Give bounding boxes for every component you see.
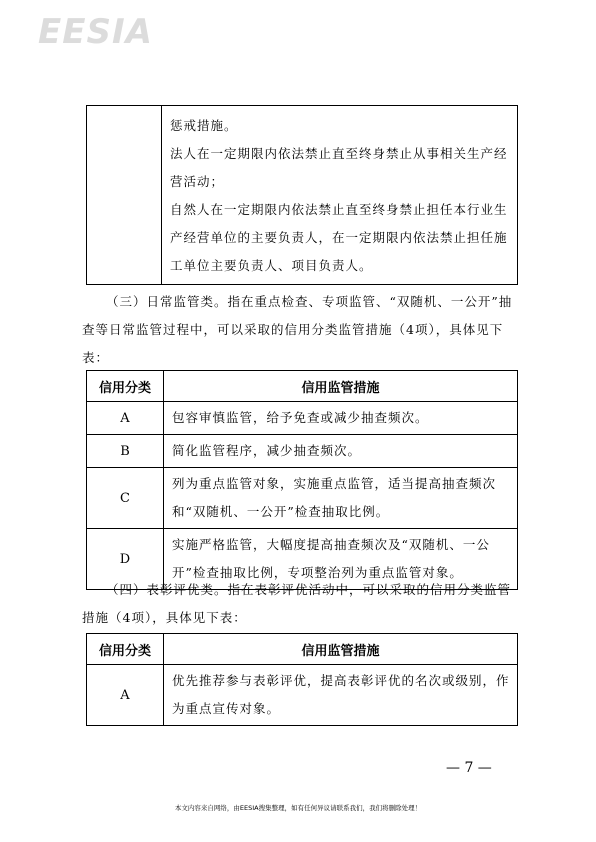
measure-line: 自然人在一定期限内依法禁止直至终身禁止担任本行业生产经营单位的主要负责人，在一定期限内依法禁止担任施工单位主要负责人、项目负责人。: [170, 202, 508, 273]
measures-table-continued: [86, 105, 518, 285]
credit-level-cell: B: [87, 435, 164, 468]
credit-level-cell: D: [87, 529, 164, 590]
measure-cell: [162, 106, 518, 285]
measure-line: 惩戒措施。: [170, 118, 238, 133]
column-header-credit-level: 信用分类: [87, 634, 164, 665]
measure-cell: 简化监管程序，减少抽查频次。: [164, 435, 518, 468]
column-header-measures: 信用监管措施: [164, 634, 518, 665]
credit-level-cell: C: [87, 468, 164, 529]
page-number: — 7 —: [446, 760, 492, 776]
footer-disclaimer: 本文内容来自网络，由EESIA搜集整理，如有任何异议请联系我们，我们将删除处理！: [174, 804, 422, 812]
credit-level-cell: A: [87, 402, 164, 435]
eesia-logo: EESIA: [38, 12, 153, 52]
table-header-row: [87, 371, 518, 402]
table-row: [87, 402, 518, 435]
table-row: [87, 468, 518, 529]
measure-cell: 优先推荐参与表彰评优，提高表彰评优的名次或级别，作为重点宣传对象。: [164, 665, 518, 726]
table-header-row: [87, 634, 518, 665]
measure-line: 法人在一定期限内依法禁止直至终身禁止从事相关生产经营活动；: [170, 146, 508, 189]
daily-supervision-table: [86, 370, 518, 590]
measure-cell: 实施严格监管，大幅度提高抽查频次及“双随机、一公开”检查抽取比例，专项整治列为重点监管对象。: [164, 529, 518, 590]
table-row: [87, 106, 518, 285]
commendation-table: [86, 633, 518, 726]
section-3-paragraph: （三）日常监管类。指在重点检查、专项监管、“双随机、一公开”抽查等日常监管过程中，可以采取的信用分类监管措施（4项），具体见下表：: [82, 294, 513, 365]
section-4-paragraph: （四）表彰评优类。指在表彰评优活动中，可以采取的信用分类监管措施（4项），具体见下表：: [82, 582, 512, 625]
column-header-measures: 信用监管措施: [164, 371, 518, 402]
measure-cell: 列为重点监管对象，实施重点监管，适当提高抽查频次和“双随机、一公开”检查抽取比例。: [164, 468, 518, 529]
table-row: [87, 435, 518, 468]
credit-level-cell: A: [87, 665, 164, 726]
column-header-credit-level: 信用分类: [87, 371, 164, 402]
table-row: [87, 665, 518, 726]
credit-level-cell: [87, 106, 162, 285]
measure-cell: 包容审慎监管，给予免查或减少抽查频次。: [164, 402, 518, 435]
